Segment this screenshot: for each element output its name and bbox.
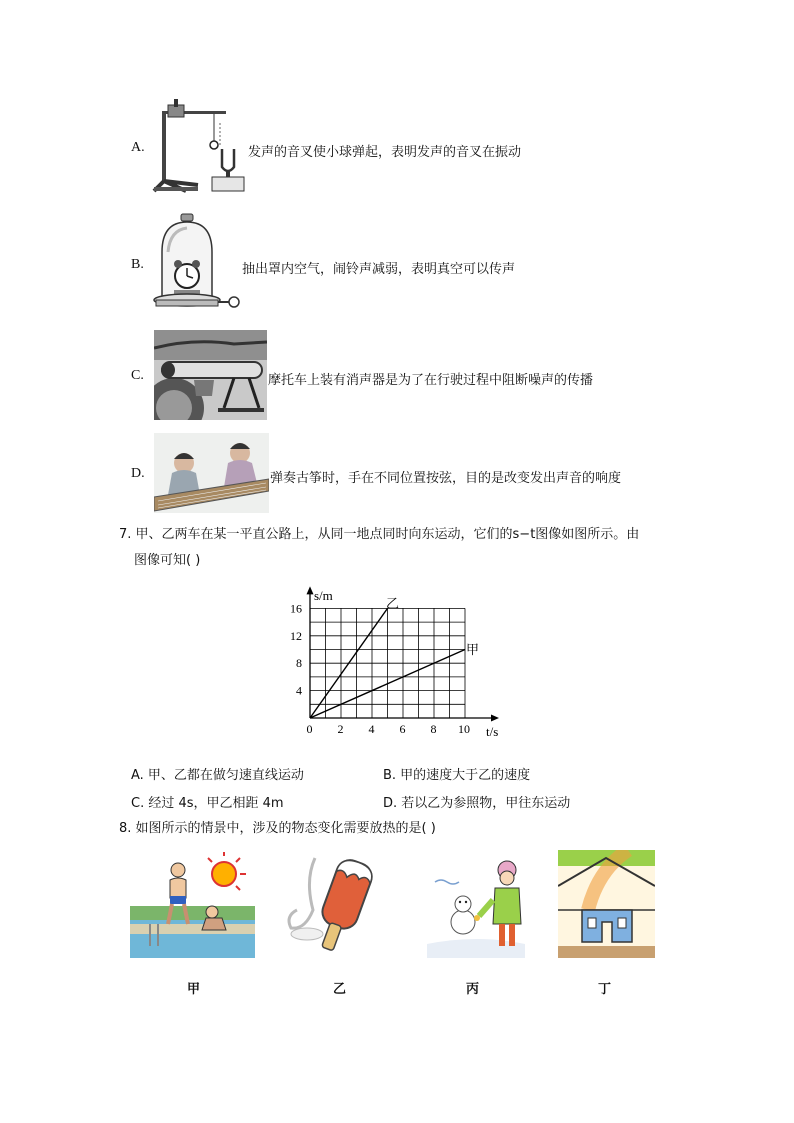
choice-a[interactable]: A. 甲、乙都在做匀速直线运动 — [131, 768, 304, 783]
y-tick-label: 12 — [290, 628, 302, 643]
caption-bing: 丙 — [466, 982, 480, 997]
caption-yi: 乙 — [333, 982, 347, 997]
x-tick-label: 8 — [430, 722, 437, 736]
series-label-yi: 乙 — [386, 597, 400, 612]
sun-clothes-image — [558, 850, 655, 958]
snowman-child-image — [427, 850, 525, 958]
option-letter: A. — [131, 140, 145, 155]
option-letter: D. — [131, 466, 145, 481]
y-tick-label: 8 — [296, 656, 302, 671]
y-axis-label: s/m — [314, 588, 333, 603]
option-a — [0, 95, 794, 195]
chart-grid — [310, 608, 465, 718]
question-7-line-2: 图像可知( ) — [134, 553, 201, 568]
y-tick-label: 16 — [290, 601, 302, 616]
x-axis-arrow — [491, 715, 499, 722]
tuning-fork-apparatus-image — [152, 97, 247, 195]
s-t-graph — [280, 580, 520, 750]
option-text: 弹奏古筝时，手在不同位置按弦，目的是改变发出声音的响度 — [270, 471, 622, 486]
x-axis-label: t/s — [486, 724, 499, 739]
y-tick-label: 4 — [296, 683, 302, 698]
choice-d[interactable]: D. 若以乙为参照物，甲往东运动 — [383, 796, 571, 811]
caption-ding: 丁 — [598, 982, 612, 997]
popsicle-image — [285, 850, 395, 958]
chart-tick-labels — [290, 601, 470, 736]
option-c — [0, 330, 794, 422]
option-d — [0, 433, 794, 515]
guzheng-players-image — [154, 433, 269, 513]
y-axis-arrow — [307, 586, 314, 594]
x-tick-label: 10 — [458, 722, 470, 736]
x-tick-label: 0 — [306, 722, 313, 736]
option-letter: B. — [131, 257, 144, 272]
x-tick-label: 6 — [399, 722, 406, 736]
caption-jia: 甲 — [187, 982, 201, 997]
x-tick-label: 4 — [368, 722, 375, 736]
choice-c[interactable]: C. 经过 4s，甲乙相距 4m — [131, 796, 284, 811]
option-letter: C. — [131, 368, 144, 383]
option-text: 摩托车上装有消声器是为了在行驶过程中阻断噪声的传播 — [268, 373, 594, 388]
option-text: 抽出罩内空气，闹铃声减弱，表明真空可以传声 — [242, 262, 516, 277]
question-7-line-1: 7. 甲、乙两车在某一平直公路上，从同一地点同时向东运动，它们的s−t图像如图所示。由 — [119, 527, 640, 542]
swimmer-shivering-image — [130, 850, 255, 958]
x-tick-label: 2 — [337, 722, 344, 736]
option-b — [0, 210, 794, 315]
choice-b[interactable]: B. 甲的速度大于乙的速度 — [383, 768, 531, 783]
option-text: 发声的音叉使小球弹起，表明发声的音叉在振动 — [248, 145, 522, 160]
bell-jar-alarm-clock-image — [152, 212, 244, 312]
question-8-stem: 8. 如图所示的情景中，涉及的物态变化需要放热的是( ) — [119, 821, 436, 836]
motorcycle-muffler-image — [154, 330, 267, 420]
series-label-jia: 甲 — [466, 643, 480, 658]
